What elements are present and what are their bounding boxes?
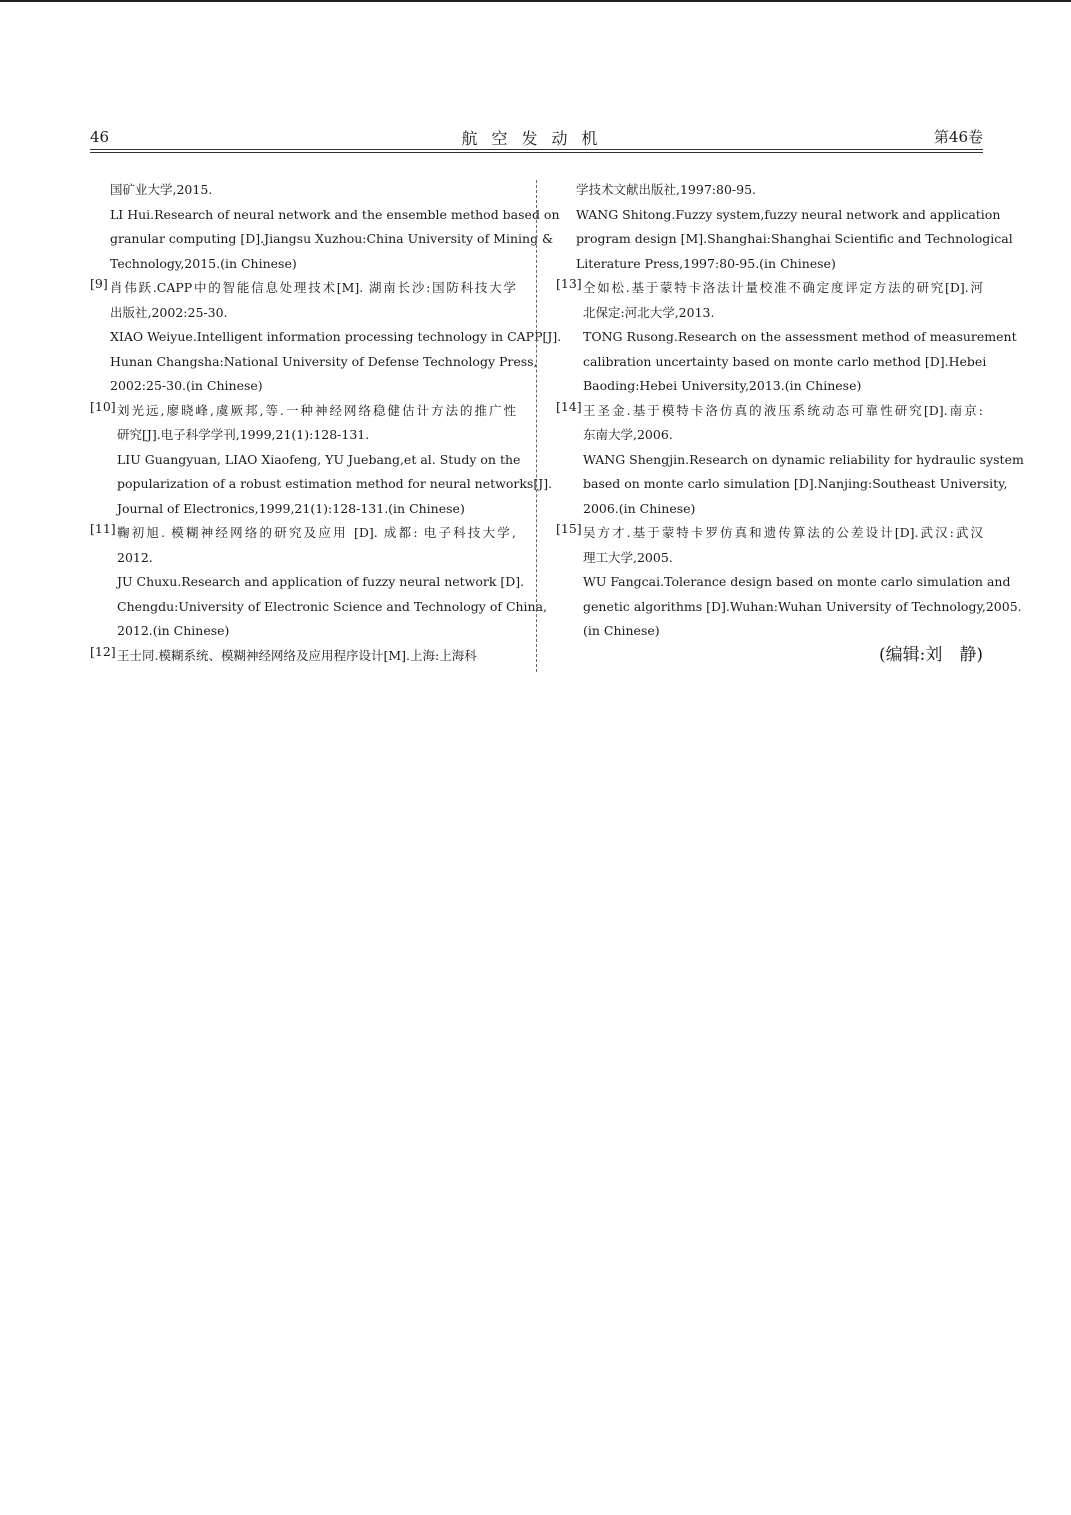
reference-line: Journal of Electronics,1999,21(1):128-131.(in Chinese) — [117, 500, 465, 516]
reference-line: genetic algorithms [D].Wuhan:Wuhan University of Technology,2005. — [583, 598, 1022, 614]
reference-line: LI Hui.Research of neural network and the ensemble method based on — [110, 206, 560, 222]
reference-entry — [90, 178, 560, 276]
reference-line: WANG Shengjin.Research on dynamic reliability for hydraulic system — [583, 451, 1024, 467]
reference-line: 肖伟跃.CAPP中的智能信息处理技术[M]. 湖南长沙:国防科技大学 — [110, 280, 516, 295]
reference-number: [15] — [556, 521, 582, 536]
reference-line: WANG Shitong.Fuzzy system,fuzzy neural network and application — [576, 206, 1001, 222]
reference-line: 北保定:河北大学,2013. — [583, 304, 715, 320]
reference-line: 鞠初旭. 模糊神经网络的研究及应用 [D]. 成都: 电子科技大学, — [117, 525, 516, 540]
reference-line: based on monte carlo simulation [D].Nanjing:Southeast University, — [583, 476, 1008, 491]
reference-line: WU Fangcai.Tolerance design based on monte carlo simulation and — [583, 574, 1011, 589]
reference-line: (in Chinese) — [583, 623, 660, 638]
reference-line: calibration uncertainty based on monte carlo method [D].Hebei — [583, 353, 987, 369]
reference-line: 2006.(in Chinese) — [583, 500, 696, 516]
reference-line: Technology,2015.(in Chinese) — [110, 255, 297, 271]
references-right-column — [556, 178, 1024, 644]
reference-line: popularization of a robust estimation method for neural networks[J]. — [117, 476, 553, 491]
reference-entry — [556, 276, 1017, 399]
reference-line: 2012. — [117, 549, 153, 565]
reference-line: Hunan Changsha:National University of Defense Technology Press, — [110, 353, 538, 369]
reference-line: 仝如松.基于蒙特卡洛法计量校准不确定度评定方法的研究[D].河 — [583, 280, 983, 295]
running-header — [90, 124, 983, 152]
reference-entry — [90, 276, 562, 399]
page-number: 46 — [90, 128, 110, 146]
reference-number: [9] — [90, 276, 108, 291]
reference-line: Chengdu:University of Electronic Science and Technology of China, — [117, 598, 548, 614]
reference-entry — [556, 398, 1024, 522]
reference-entry — [556, 178, 1013, 276]
reference-line: 刘光远,廖晓峰,虞厥邦,等.一种神经网络稳健估计方法的推广性 — [117, 402, 516, 418]
reference-line: 出版社,2002:25-30. — [110, 304, 228, 320]
header-rule-bottom — [90, 152, 983, 153]
reference-line: LIU Guangyuan, LIAO Xiaofeng, YU Juebang,et al. Study on the — [117, 451, 521, 467]
page-top-rule — [0, 0, 1071, 2]
reference-line: 理工大学,2005. — [583, 549, 673, 565]
reference-line: XIAO Weiyue.Intelligent information processing technology in CAPP[J]. — [110, 329, 562, 344]
reference-line: Baoding:Hebei University,2013.(in Chinese) — [583, 378, 862, 393]
volume-label: 第46卷 — [933, 128, 983, 146]
editor-credit: (编辑:刘 静) — [879, 645, 983, 665]
reference-number: [13] — [556, 276, 582, 291]
reference-line: 2002:25-30.(in Chinese) — [110, 378, 263, 393]
reference-entry — [90, 644, 516, 669]
reference-line: 2012.(in Chinese) — [117, 623, 230, 638]
reference-line: 国矿业大学,2015. — [110, 182, 213, 197]
column-divider — [536, 180, 537, 672]
reference-line: 研究[J].电子科学学刊,1999,21(1):128-131. — [117, 427, 370, 442]
header-rule-top — [90, 149, 983, 150]
reference-entry — [90, 398, 553, 522]
reference-entry — [556, 521, 1022, 644]
reference-line: 学技术文献出版社,1997:80-95. — [576, 182, 757, 197]
reference-number: [14] — [556, 398, 582, 414]
reference-line: JU Chuxu.Research and application of fuzzy neural network [D]. — [117, 574, 525, 589]
reference-line: 吴方才.基于蒙特卡罗仿真和遗传算法的公差设计[D].武汉:武汉 — [583, 525, 983, 540]
reference-number: [10] — [90, 398, 116, 414]
reference-line: Literature Press,1997:80-95.(in Chinese) — [576, 255, 836, 271]
reference-number: [12] — [90, 643, 116, 659]
journal-title: 航空发动机 — [461, 129, 612, 148]
references-left-column — [90, 178, 562, 668]
reference-line: TONG Rusong.Research on the assessment method of measurement — [583, 329, 1017, 344]
reference-line: 东南大学,2006. — [583, 427, 673, 442]
reference-line: 王士同.模糊系统、模糊神经网络及应用程序设计[M].上海:上海科 — [117, 647, 477, 663]
reference-line: 王圣金.基于模特卡洛仿真的液压系统动态可靠性研究[D].南京: — [583, 402, 983, 418]
reference-entry — [90, 521, 548, 644]
reference-line: program design [M].Shanghai:Shanghai Scientific and Technological — [576, 231, 1013, 246]
reference-number: [11] — [90, 521, 116, 536]
reference-line: granular computing [D].Jiangsu Xuzhou:China University of Mining & — [110, 231, 554, 246]
